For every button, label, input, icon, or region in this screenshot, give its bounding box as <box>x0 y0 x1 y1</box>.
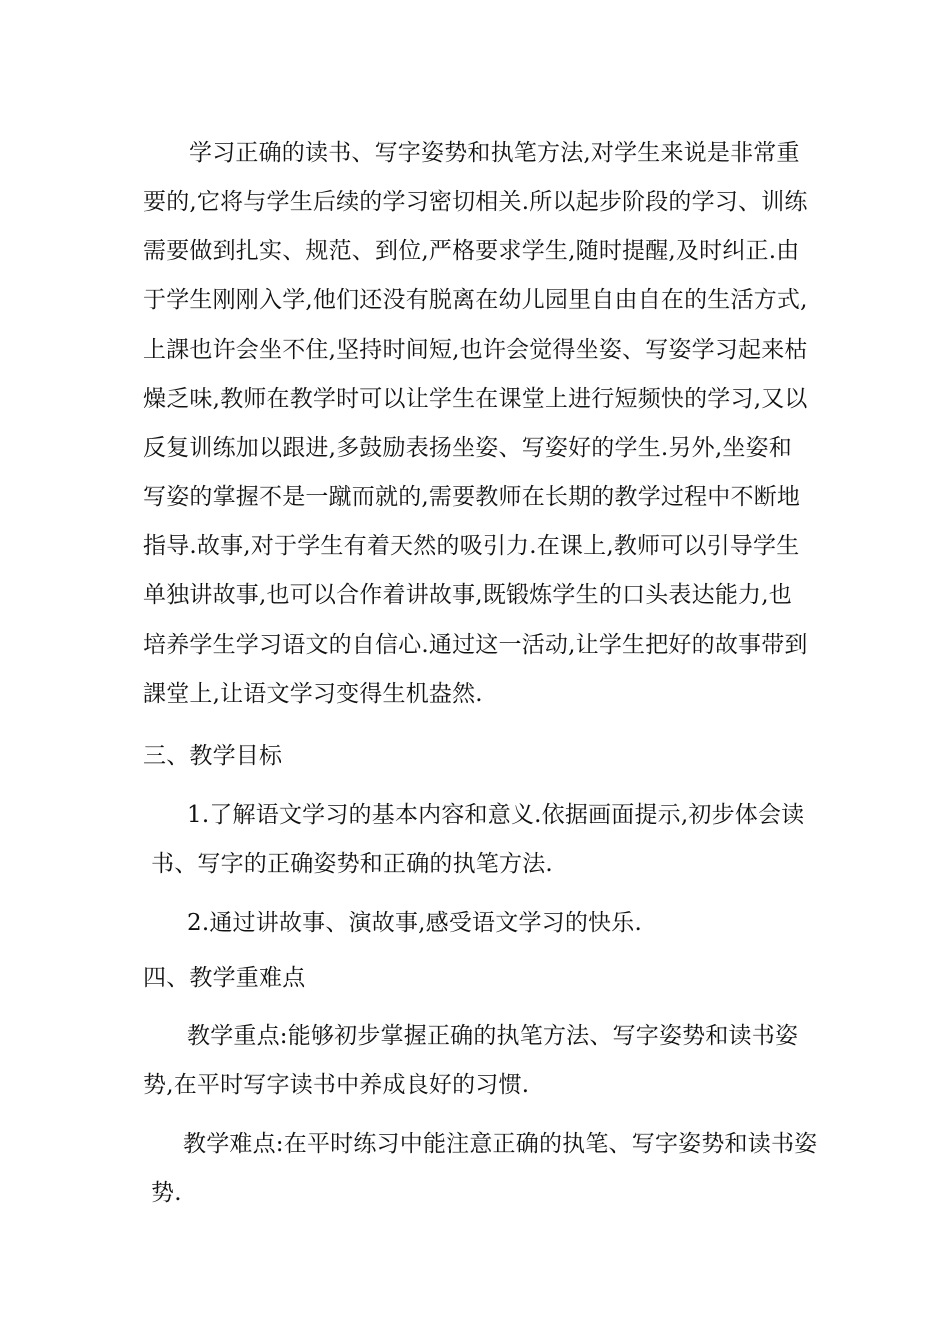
section-heading-objectives: 三、教学目标 <box>143 743 283 769</box>
key-point-line-1: 教学重点:能够初步掌握正确的执笔方法、写字姿势和读书姿 <box>187 1023 799 1049</box>
section-heading-key-points: 四、教学重难点 <box>143 965 306 991</box>
intro-line-11: 培养学生学习语文的自信心.通过这一活动,让学生把好的故事带到 <box>143 632 808 658</box>
intro-line-2: 要的,它将与学生后续的学习密切相关.所以起步阶段的学习、训练 <box>143 189 808 215</box>
intro-line-4: 于学生刚刚入学,他们还没有脱离在幼儿园里自由自在的生活方式, <box>143 287 808 313</box>
intro-line-6: 燥乏味,教师在教学时可以让学生在课堂上进行短频快的学习,又以 <box>143 386 808 412</box>
intro-line-10: 单独讲故事,也可以合作着讲故事,既锻炼学生的口头表达能力,也 <box>143 582 792 608</box>
difficulty-line-2: 势. <box>151 1180 182 1206</box>
intro-line-5: 上課也许会坐不住,坚持时间短,也许会觉得坐姿、写姿学习起来枯 <box>143 337 808 363</box>
intro-line-7: 反复训练加以跟进,多鼓励表扬坐姿、写姿好的学生.另外,坐姿和 <box>143 435 792 461</box>
difficulty-line-1: 教学难点:在平时练习中能注意正确的执笔、写字姿势和读书姿 <box>183 1131 818 1157</box>
intro-line-1: 学习正确的读书、写字姿势和执笔方法,对学生来说是非常重 <box>189 140 800 166</box>
objective-1-line-2: 书、写字的正确姿势和正确的执笔方法. <box>151 851 553 877</box>
objective-1-line-1: 1.了解语文学习的基本内容和意义.依据画面提示,初步体会读 <box>187 802 805 828</box>
intro-line-3: 需要做到扎实、规范、到位,严格要求学生,随时提醒,及时纠正.由 <box>143 238 800 264</box>
objective-2: 2.通过讲故事、演故事,感受语文学习的快乐. <box>187 910 642 936</box>
intro-line-12: 課堂上,让语文学习变得生机盎然. <box>143 681 483 707</box>
intro-line-9: 指导.故事,对于学生有着天然的吸引力.在课上,教师可以引导学生 <box>143 533 800 559</box>
key-point-line-2: 势,在平时写字读书中养成良好的习惯. <box>143 1072 530 1098</box>
intro-line-8: 写姿的掌握不是一蹴而就的,需要教师在长期的教学过程中不断地 <box>143 484 801 510</box>
